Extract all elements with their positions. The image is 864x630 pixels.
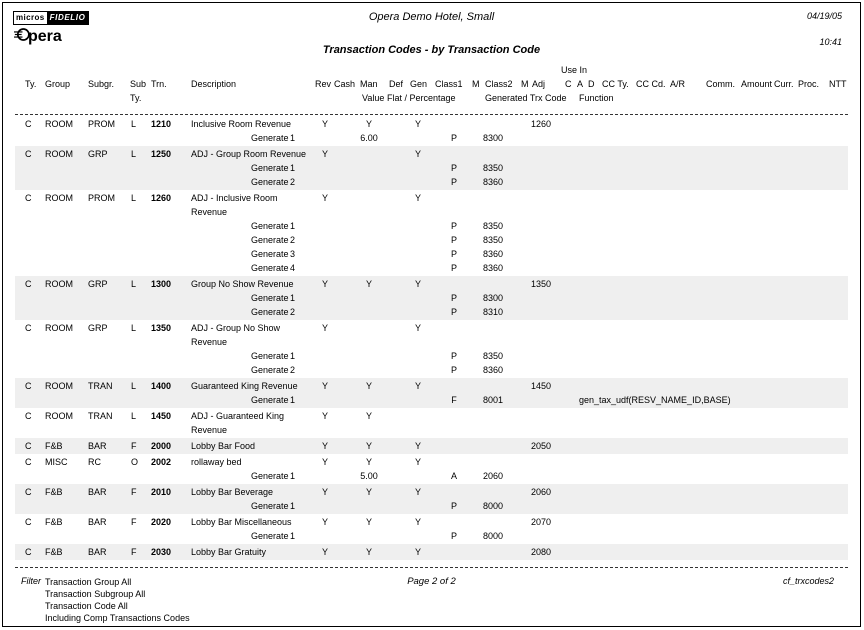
subgroup-cell: BAR xyxy=(88,547,107,557)
subtype-cell: F xyxy=(131,441,137,451)
group-cell: ROOM xyxy=(45,381,73,391)
generated-trx-code-cell: 8310 xyxy=(483,307,504,317)
subtype-cell: L xyxy=(131,193,137,203)
table-row-group xyxy=(15,484,848,514)
col-use-in-d: D xyxy=(588,79,595,89)
rev-flag-cell: Y xyxy=(321,193,328,203)
generate-label: Generate xyxy=(251,263,289,273)
subgroup-cell: GRP xyxy=(88,279,108,289)
col-rev: Rev xyxy=(315,79,332,89)
ty-cell: C xyxy=(25,457,32,467)
generate-number: 4 xyxy=(290,263,296,273)
table-body xyxy=(15,116,848,560)
generated-trx-code-cell: 8360 xyxy=(483,177,504,187)
gen-flag-cell: Y xyxy=(414,441,421,451)
col-amount: Amount xyxy=(741,79,773,89)
man-value-flag-cell: Y xyxy=(365,457,372,467)
group-cell: ROOM xyxy=(45,411,73,421)
group-cell: F&B xyxy=(45,487,63,497)
generate-label: Generate xyxy=(251,177,289,187)
table-row-group xyxy=(15,276,848,320)
trn-code-cell: 1400 xyxy=(151,381,172,391)
function-cell: gen_tax_udf(RESV_NAME_ID,BASE) xyxy=(579,395,731,405)
rev-flag-cell: Y xyxy=(321,149,328,159)
col-m2: M xyxy=(521,79,529,89)
col-trn: Trn. xyxy=(151,79,167,89)
fidelio-logo-text: FIDELIO xyxy=(47,12,89,24)
filter-label: Filter xyxy=(21,576,41,586)
gen-flag-cell: Y xyxy=(414,193,421,203)
generate-number: 1 xyxy=(290,163,296,173)
ty-cell: C xyxy=(25,279,32,289)
table-row-group xyxy=(15,544,848,560)
report-time: 10:41 xyxy=(819,37,842,47)
col-class1: Class1 xyxy=(435,79,463,89)
subgroup-cell: RC xyxy=(88,457,101,467)
subtype-cell: F xyxy=(131,487,137,497)
group-cell: F&B xyxy=(45,547,63,557)
trn-code-cell: 2002 xyxy=(151,457,172,467)
report-header xyxy=(3,3,860,61)
subgroup-cell: PROM xyxy=(88,193,115,203)
description-cell: rollaway bed xyxy=(191,457,242,467)
subtype-cell: F xyxy=(131,547,137,557)
col-proc: Proc. xyxy=(798,79,820,89)
page-title: Transaction Codes - by Transaction Code xyxy=(322,44,541,56)
table-row-group xyxy=(15,378,848,408)
group-cell: ROOM xyxy=(45,119,73,129)
col-cc-ty: CC Ty. xyxy=(602,79,629,89)
subgroup-cell: BAR xyxy=(88,487,107,497)
generate-label: Generate xyxy=(251,249,289,259)
generate-number: 2 xyxy=(290,235,296,245)
generated-trx-code-cell: 8360 xyxy=(483,263,504,273)
adj-trx-code-cell: 1260 xyxy=(531,119,552,129)
man-value-flag-cell: Y xyxy=(365,547,372,557)
generate-label: Generate xyxy=(251,235,289,245)
col-sub: Sub xyxy=(130,79,147,89)
col-cash: Cash xyxy=(334,79,356,89)
flat-percentage-cell: P xyxy=(450,307,457,317)
description-cell-line2: Revenue xyxy=(191,425,228,435)
col-use-in: Use In xyxy=(561,65,588,75)
table-row-group xyxy=(15,190,848,276)
adj-trx-code-cell: 2070 xyxy=(531,517,552,527)
col-class2: Class2 xyxy=(485,79,513,89)
filter-line: Transaction Group All xyxy=(45,577,132,587)
col-use-in-c: C xyxy=(565,79,572,89)
group-cell: F&B xyxy=(45,517,63,527)
generated-trx-code-cell: 8350 xyxy=(483,351,504,361)
col-curr: Curr. xyxy=(774,79,794,89)
generated-trx-code-cell: 8001 xyxy=(483,395,504,405)
rev-flag-cell: Y xyxy=(321,119,328,129)
rev-flag-cell: Y xyxy=(321,517,328,527)
trn-code-cell: 1450 xyxy=(151,411,172,421)
description-cell: Lobby Bar Gratuity xyxy=(191,547,267,557)
group-cell: ROOM xyxy=(45,149,73,159)
flat-percentage-cell: P xyxy=(450,133,457,143)
ty-cell: C xyxy=(25,547,32,557)
col-flat-percentage: Flat / Percentage xyxy=(387,93,456,103)
generated-trx-code-cell: 8350 xyxy=(483,235,504,245)
col-use-in-a: A xyxy=(577,79,584,89)
col-sub-ty2: Ty. xyxy=(130,93,142,103)
trn-code-cell: 2030 xyxy=(151,547,172,557)
generate-number: 3 xyxy=(290,249,296,259)
col-def: Def xyxy=(389,79,404,89)
flat-percentage-cell: A xyxy=(450,471,457,481)
col-ty: Ty. xyxy=(25,79,37,89)
trn-code-cell: 2000 xyxy=(151,441,172,451)
report-page xyxy=(2,2,861,627)
subtype-cell: F xyxy=(131,517,137,527)
filter-line: Transaction Subgroup All xyxy=(45,589,146,599)
filter-line: Transaction Code All xyxy=(45,601,128,611)
generate-number: 1 xyxy=(290,351,296,361)
description-cell: ADJ - Inclusive Room xyxy=(191,193,278,203)
flat-percentage-cell: P xyxy=(450,365,457,375)
report-date: 04/19/05 xyxy=(806,11,842,21)
generate-value-cell: 6.00 xyxy=(360,133,378,143)
generate-number: 1 xyxy=(290,501,296,511)
gen-flag-cell: Y xyxy=(414,547,421,557)
col-man: Man xyxy=(360,79,378,89)
subgroup-cell: BAR xyxy=(88,517,107,527)
generated-trx-code-cell: 8300 xyxy=(483,293,504,303)
man-value-flag-cell: Y xyxy=(365,279,372,289)
gen-flag-cell: Y xyxy=(414,457,421,467)
ty-cell: C xyxy=(25,517,32,527)
man-value-flag-cell: Y xyxy=(365,441,372,451)
col-generated-trx-code: Generated Trx Code xyxy=(485,93,567,103)
trn-code-cell: 1250 xyxy=(151,149,172,159)
generated-trx-code-cell: 8350 xyxy=(483,221,504,231)
flat-percentage-cell: P xyxy=(450,263,457,273)
col-gen: Gen xyxy=(410,79,428,89)
generate-label: Generate xyxy=(251,365,289,375)
description-cell: ADJ - Group Room Revenue xyxy=(191,149,307,159)
gen-flag-cell: Y xyxy=(414,381,421,391)
table-row-group xyxy=(15,116,848,146)
man-value-flag-cell: Y xyxy=(365,517,372,527)
col-man-value: Value xyxy=(362,93,385,103)
flat-percentage-cell: P xyxy=(450,351,457,361)
description-cell: Group No Show Revenue xyxy=(191,279,294,289)
table-row-group xyxy=(15,146,848,190)
rev-flag-cell: Y xyxy=(321,381,328,391)
man-value-flag-cell: Y xyxy=(365,381,372,391)
flat-percentage-cell: P xyxy=(450,501,457,511)
trn-code-cell: 1260 xyxy=(151,193,172,203)
generate-number: 1 xyxy=(290,293,296,303)
generate-number: 1 xyxy=(290,471,296,481)
col-cc-cd: CC Cd. xyxy=(636,79,666,89)
adj-trx-code-cell: 1450 xyxy=(531,381,552,391)
ty-cell: C xyxy=(25,323,32,333)
subgroup-cell: BAR xyxy=(88,441,107,451)
group-cell: MISC xyxy=(45,457,68,467)
gen-flag-cell: Y xyxy=(414,323,421,333)
generated-trx-code-cell: 8300 xyxy=(483,133,504,143)
report-id: cf_trxcodes2 xyxy=(782,576,834,586)
trn-code-cell: 1210 xyxy=(151,119,172,129)
col-comm: Comm. xyxy=(706,79,735,89)
adj-trx-code-cell: 1350 xyxy=(531,279,552,289)
rev-flag-cell: Y xyxy=(321,323,328,333)
opera-logo-text: pera xyxy=(28,28,62,45)
ty-cell: C xyxy=(25,411,32,421)
generate-label: Generate xyxy=(251,163,289,173)
micros-logo-text: micros xyxy=(16,13,45,22)
description-cell: Lobby Bar Beverage xyxy=(191,487,274,497)
rev-flag-cell: Y xyxy=(321,457,328,467)
flat-percentage-cell: P xyxy=(450,163,457,173)
generate-number: 2 xyxy=(290,307,296,317)
generated-trx-code-cell: 8000 xyxy=(483,531,504,541)
col-subgr: Subgr. xyxy=(88,79,115,89)
generate-label: Generate xyxy=(251,501,289,511)
page-indicator: Page 2 of 2 xyxy=(407,576,456,587)
description-cell: ADJ - Guaranteed King xyxy=(191,411,285,421)
rev-flag-cell: Y xyxy=(321,487,328,497)
subtype-cell: L xyxy=(131,323,137,333)
flat-percentage-cell: P xyxy=(450,235,457,245)
description-cell: Guaranteed King Revenue xyxy=(191,381,298,391)
flat-percentage-cell: P xyxy=(450,249,457,259)
table-row-group xyxy=(15,514,848,544)
trn-code-cell: 2010 xyxy=(151,487,172,497)
generate-label: Generate xyxy=(251,133,289,143)
rev-flag-cell: Y xyxy=(321,441,328,451)
filter-line: Including Comp Transactions Codes xyxy=(45,613,190,623)
generated-trx-code-cell: 8360 xyxy=(483,249,504,259)
generate-number: 2 xyxy=(290,365,296,375)
group-cell: ROOM xyxy=(45,323,73,333)
rev-flag-cell: Y xyxy=(321,547,328,557)
col-ar: A/R xyxy=(670,79,686,89)
gen-flag-cell: Y xyxy=(414,149,421,159)
description-cell: ADJ - Group No Show xyxy=(191,323,281,333)
flat-percentage-cell: P xyxy=(450,177,457,187)
trn-code-cell: 2020 xyxy=(151,517,172,527)
subtype-cell: L xyxy=(131,411,137,421)
flat-percentage-cell: P xyxy=(450,221,457,231)
col-function: Function xyxy=(579,93,614,103)
generate-label: Generate xyxy=(251,307,289,317)
ty-cell: C xyxy=(25,441,32,451)
description-cell-line2: Revenue xyxy=(191,337,228,347)
hotel-name: Opera Demo Hotel, Small xyxy=(368,11,495,23)
trn-code-cell: 1300 xyxy=(151,279,172,289)
subgroup-cell: GRP xyxy=(88,149,108,159)
generate-value-cell: 5.00 xyxy=(360,471,378,481)
subtype-cell: L xyxy=(131,381,137,391)
adj-trx-code-cell: 2060 xyxy=(531,487,552,497)
col-m1: M xyxy=(472,79,480,89)
table-row-group xyxy=(15,438,848,454)
subgroup-cell: PROM xyxy=(88,119,115,129)
description-cell: Lobby Bar Miscellaneous xyxy=(191,517,292,527)
generate-number: 1 xyxy=(290,221,296,231)
ty-cell: C xyxy=(25,149,32,159)
table-row-group xyxy=(15,408,848,438)
generate-label: Generate xyxy=(251,293,289,303)
report-footer xyxy=(15,567,848,626)
flat-percentage-cell: F xyxy=(451,395,457,405)
description-cell: Inclusive Room Revenue xyxy=(191,119,292,129)
man-value-flag-cell: Y xyxy=(365,487,372,497)
ty-cell: C xyxy=(25,193,32,203)
subtype-cell: L xyxy=(131,119,137,129)
subtype-cell: O xyxy=(131,457,139,467)
adj-trx-code-cell: 2080 xyxy=(531,547,552,557)
col-description: Description xyxy=(191,79,237,89)
ty-cell: C xyxy=(25,119,32,129)
col-ntt: NTT xyxy=(829,79,847,89)
gen-flag-cell: Y xyxy=(414,119,421,129)
man-value-flag-cell: Y xyxy=(365,119,372,129)
flat-percentage-cell: P xyxy=(450,293,457,303)
description-cell: Lobby Bar Food xyxy=(191,441,256,451)
trn-code-cell: 1350 xyxy=(151,323,172,333)
subtype-cell: L xyxy=(131,279,137,289)
generate-label: Generate xyxy=(251,471,289,481)
group-cell: ROOM xyxy=(45,193,73,203)
generate-number: 1 xyxy=(290,395,296,405)
subgroup-cell: TRAN xyxy=(88,381,113,391)
table-row-group xyxy=(15,320,848,378)
group-cell: ROOM xyxy=(45,279,73,289)
table-column-headers xyxy=(15,59,848,115)
subgroup-cell: TRAN xyxy=(88,411,113,421)
flat-percentage-cell: P xyxy=(450,531,457,541)
generate-number: 1 xyxy=(290,133,296,143)
gen-flag-cell: Y xyxy=(414,279,421,289)
man-value-flag-cell: Y xyxy=(365,411,372,421)
rev-flag-cell: Y xyxy=(321,279,328,289)
adj-trx-code-cell: 2050 xyxy=(531,441,552,451)
table-row-group xyxy=(15,454,848,484)
generate-label: Generate xyxy=(251,351,289,361)
description-cell-line2: Revenue xyxy=(191,207,228,217)
generate-label: Generate xyxy=(251,531,289,541)
col-group: Group xyxy=(45,79,71,89)
generate-label: Generate xyxy=(251,395,289,405)
generate-number: 2 xyxy=(290,177,296,187)
group-cell: F&B xyxy=(45,441,63,451)
col-adj: Adj xyxy=(532,79,546,89)
generated-trx-code-cell: 2060 xyxy=(483,471,504,481)
ty-cell: C xyxy=(25,487,32,497)
generated-trx-code-cell: 8360 xyxy=(483,365,504,375)
gen-flag-cell: Y xyxy=(414,487,421,497)
generated-trx-code-cell: 8000 xyxy=(483,501,504,511)
rev-flag-cell: Y xyxy=(321,411,328,421)
generate-label: Generate xyxy=(251,221,289,231)
gen-flag-cell: Y xyxy=(414,517,421,527)
generate-number: 1 xyxy=(290,531,296,541)
generated-trx-code-cell: 8350 xyxy=(483,163,504,173)
subgroup-cell: GRP xyxy=(88,323,108,333)
ty-cell: C xyxy=(25,381,32,391)
subtype-cell: L xyxy=(131,149,137,159)
